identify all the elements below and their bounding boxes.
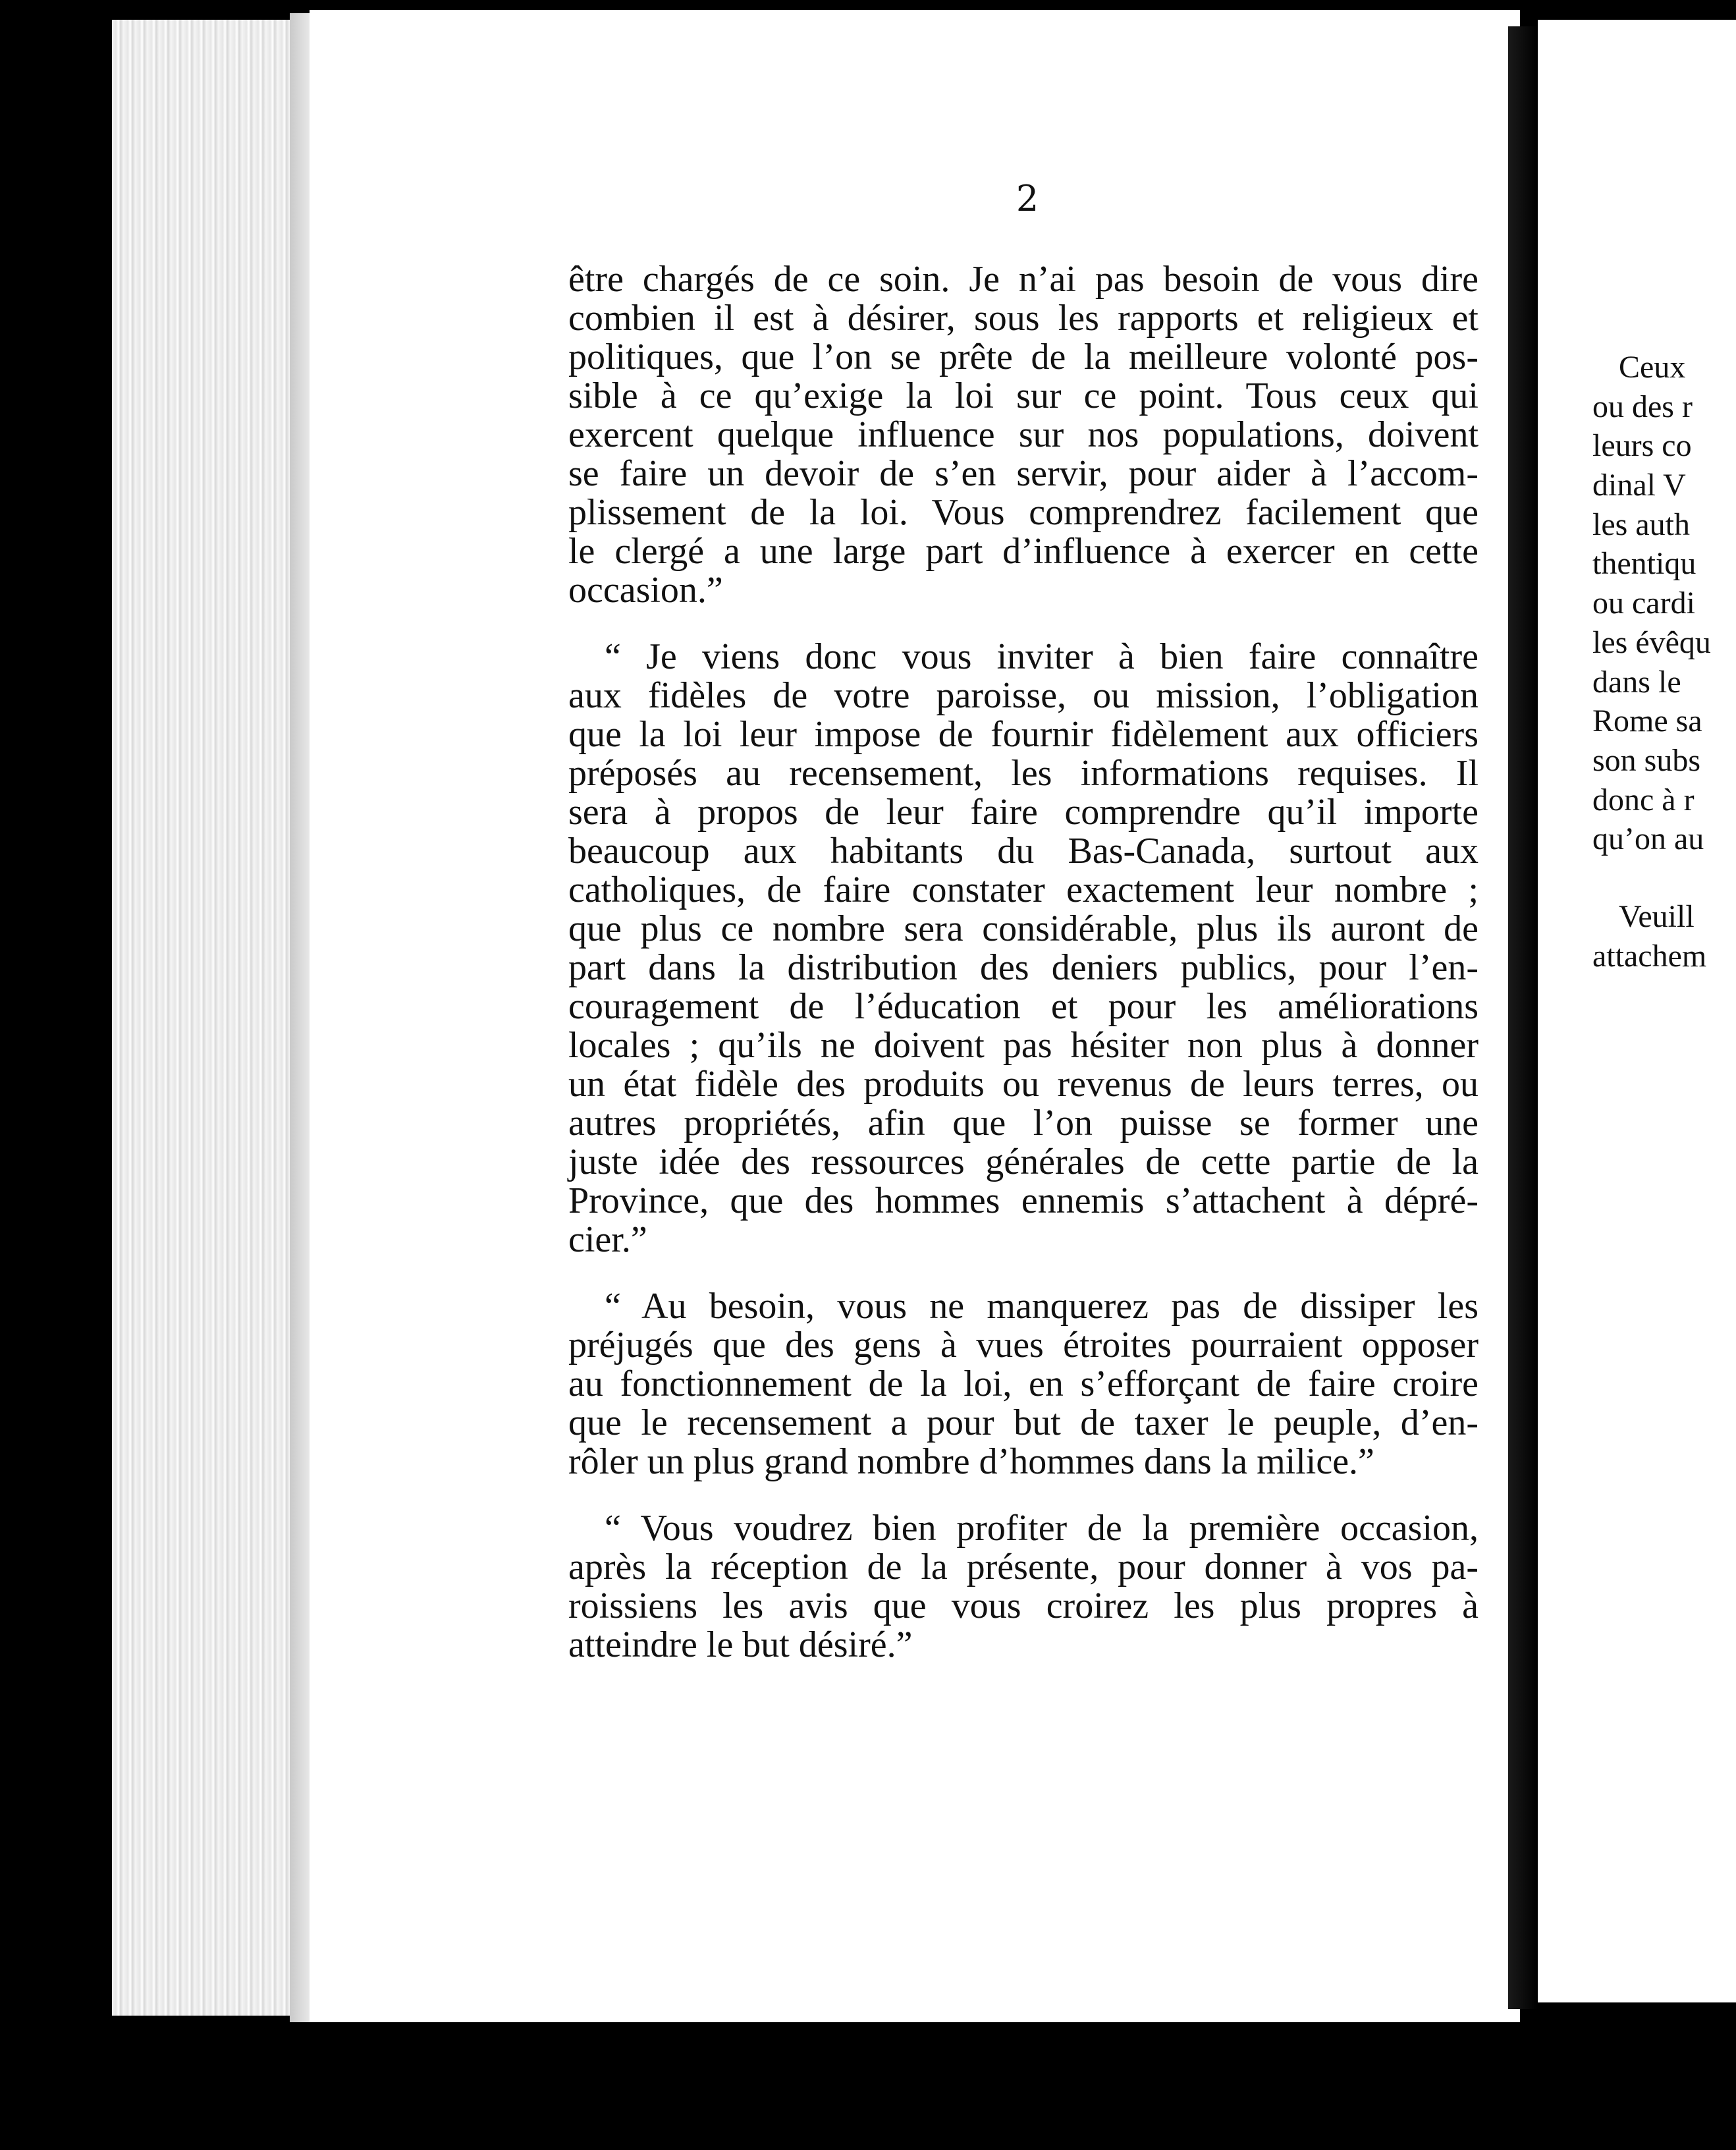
facing-page-text	[1592, 348, 1711, 976]
facing-text-line: ou cardi	[1592, 586, 1695, 621]
book-fold	[1508, 26, 1538, 2009]
text-line: aux fidèles de votre paroisse, ou mission, l’obligation	[568, 675, 1478, 716]
page-number: 2	[1016, 178, 1039, 219]
facing-text-line: Rome sa	[1592, 703, 1702, 739]
facing-text-line: thentiqu	[1592, 546, 1696, 582]
facing-text-line: dinal V	[1592, 468, 1686, 503]
text-line: que le recensement a pour but de taxer le peuple, d’en-	[568, 1402, 1478, 1443]
paragraph-gap	[568, 1481, 1478, 1509]
text-line: préjugés que des gens à vues étroites pourraient opposer	[568, 1325, 1478, 1365]
facing-text-line: qu’on au	[1592, 821, 1704, 857]
text-line: être chargés de ce soin. Je n’ai pas besoin de vous dire	[568, 259, 1478, 300]
text-line: locales ; qu’ils ne doivent pas hésiter non plus à donner	[568, 1025, 1478, 1066]
paragraph	[568, 260, 1478, 610]
facing-closing-line: attachem	[1592, 938, 1707, 974]
text-line: atteindre le but désiré.”	[568, 1624, 913, 1665]
text-line: après la réception de la présente, pour donner à vos pa-	[568, 1547, 1478, 1587]
paragraph	[568, 1509, 1478, 1665]
text-line: catholiques, de faire constater exactement leur nombre ;	[568, 869, 1478, 910]
text-line: combien il est à désirer, sous les rapports et religieux et	[568, 298, 1478, 339]
text-line: “ Je viens donc vous inviter à bien faire connaître	[605, 636, 1478, 677]
text-line: cier.”	[568, 1219, 647, 1260]
paragraph-gap	[568, 1259, 1478, 1287]
text-line: sera à propos de leur faire comprendre qu’il importe	[568, 792, 1478, 833]
facing-text-line: donc à r	[1592, 782, 1695, 817]
facing-text-line: dans le	[1592, 664, 1681, 700]
facing-text-line: leurs co	[1592, 428, 1692, 464]
text-line: Province, que des hommes ennemis s’attachent à dépré-	[568, 1180, 1478, 1221]
text-line: “ Vous voudrez bien profiter de la première occasion,	[605, 1508, 1478, 1549]
text-line: exercent quelque influence sur nos populations, doivent	[568, 414, 1478, 455]
text-line: au fonctionnement de la loi, en s’efforçant de faire croire	[568, 1364, 1478, 1404]
text-line: rôler un plus grand nombre d’hommes dans la milice.”	[568, 1441, 1374, 1482]
text-line: politiques, que l’on se prête de la meilleure volonté pos-	[568, 337, 1478, 377]
facing-text-line: Ceux	[1619, 350, 1686, 385]
text-line: roissiens les avis que vous croirez les plus propres à	[568, 1585, 1478, 1626]
scan-border	[0, 2022, 1736, 2150]
paragraph-gap	[568, 610, 1478, 638]
facing-closing-line: Veuill	[1619, 898, 1695, 934]
text-line: se faire un devoir de s’en servir, pour aider à l’accom-	[568, 453, 1478, 494]
text-line: “ Au besoin, vous ne manquerez pas de dissiper les	[605, 1286, 1478, 1327]
text-line: couragement de l’éducation et pour les améliorations	[568, 986, 1478, 1027]
text-line: part dans la distribution des deniers publics, pour l’en-	[568, 947, 1478, 988]
facing-paragraph-gap	[1592, 859, 1711, 897]
text-line: beaucoup aux habitants du Bas-Canada, surtout aux	[568, 831, 1478, 871]
text-line: sible à ce qu’exige la loi sur ce point. Tous ceux qui	[568, 375, 1478, 416]
text-line: occasion.”	[568, 570, 723, 611]
body-text	[568, 260, 1478, 1665]
text-line: que plus ce nombre sera considérable, plus ils auront de	[568, 908, 1478, 949]
facing-text-line: les évêqu	[1592, 624, 1711, 660]
text-line: un état fidèle des produits ou revenus de leurs terres, ou	[568, 1064, 1478, 1105]
facing-text-line: son subs	[1592, 742, 1701, 778]
facing-text-line: ou des r	[1592, 389, 1693, 424]
page-edges	[112, 20, 303, 2016]
facing-text-line: les auth	[1592, 507, 1690, 542]
text-line: préposés au recensement, les informations requises. Il	[568, 753, 1478, 794]
paragraph	[568, 638, 1478, 1259]
text-line: plissement de la loi. Vous comprendrez facilement que	[568, 492, 1478, 533]
text-line: autres propriétés, afin que l’on puisse se former une	[568, 1103, 1478, 1144]
text-line: juste idée des ressources générales de cette partie de la	[568, 1142, 1478, 1182]
text-line: le clergé a une large part d’influence à exercer en cette	[568, 531, 1478, 572]
text-line: que la loi leur impose de fournir fidèlement aux officiers	[568, 714, 1478, 755]
paragraph	[568, 1287, 1478, 1481]
facing-page	[1538, 20, 1736, 2002]
